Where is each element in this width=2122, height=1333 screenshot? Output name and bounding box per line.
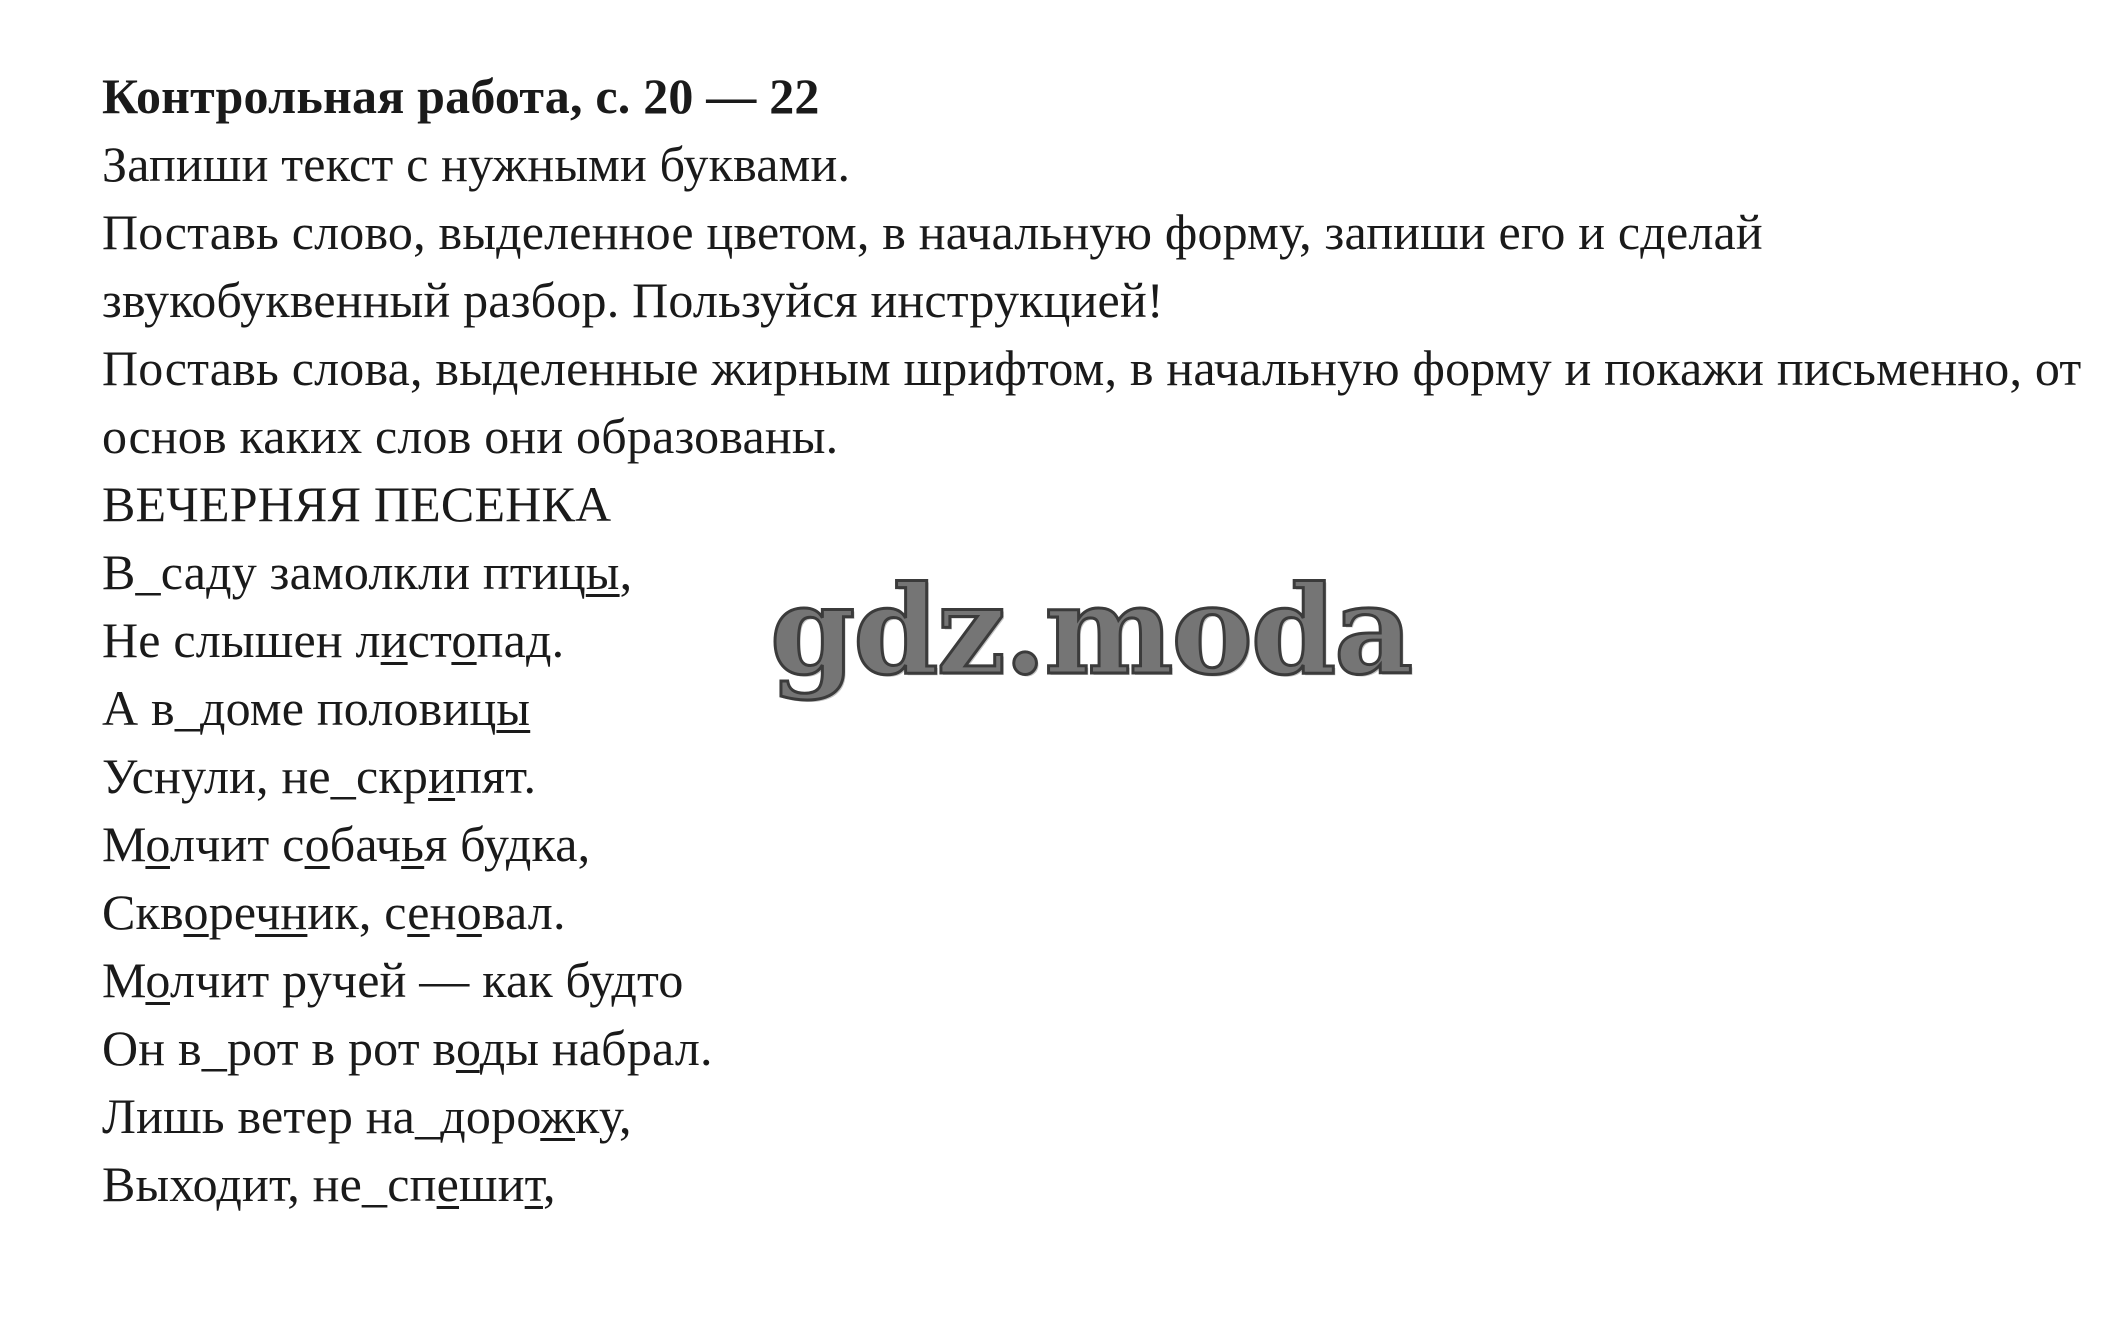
underlined-letter: д <box>525 612 552 668</box>
poem-text: лчит с <box>169 816 305 872</box>
underlined-letter: ж <box>540 1088 576 1144</box>
poem-line <box>102 878 2092 946</box>
underlined-letter: о <box>304 816 330 872</box>
underlined-letter: и <box>380 612 408 668</box>
underlined-letter: д <box>505 816 532 872</box>
poem-line <box>102 742 2092 810</box>
poem-title: ВЕЧЕРНЯЯ ПЕСЕНКА <box>102 476 612 532</box>
poem-text: бач <box>329 816 402 872</box>
poem-text: Выходит, не_сп <box>102 1156 437 1212</box>
poem-text: па <box>476 612 526 668</box>
underlined-letter: о <box>145 816 170 872</box>
underlined-letter: чн <box>255 884 308 940</box>
poem-text: , <box>542 1156 556 1212</box>
poem-text: пят. <box>455 748 537 804</box>
poem-text: ку, <box>575 1088 632 1144</box>
watermark: gdz.moda <box>770 558 1412 702</box>
poem-text: я бу <box>424 816 506 872</box>
poem-line <box>102 1082 2092 1150</box>
poem-text: ши <box>459 1156 525 1212</box>
poem-text: ре <box>208 884 256 940</box>
poem-line <box>102 810 2092 878</box>
poem-line <box>102 946 2092 1014</box>
underlined-letter: т <box>524 1156 543 1212</box>
poem-line <box>102 1014 2092 1082</box>
poem-text: , <box>619 544 633 600</box>
underlined-letter: ы <box>585 544 620 600</box>
poem-text: Уснули, не_скр <box>102 748 429 804</box>
instruction-2: Поставь слово, выделенное цветом, в начальную форму, запиши его и сделай звукобуквенный разбор. Пользуйся инструкцией! <box>102 204 1763 328</box>
poem-text: Скв <box>102 884 184 940</box>
poem-text: ды набрал. <box>479 1020 713 1076</box>
poem-text: ка, <box>531 816 591 872</box>
underlined-letter: о <box>455 1020 480 1076</box>
poem-text: А в_доме половиц <box>102 680 497 736</box>
poem-text: Не слышен л <box>102 612 381 668</box>
poem-text: М <box>102 816 146 872</box>
instruction-1: Запиши текст с нужными буквами. <box>102 136 851 192</box>
poem-text: М <box>102 952 146 1008</box>
poem-text: н <box>429 884 457 940</box>
poem-text: . <box>551 612 565 668</box>
instruction-3: Поставь слова, выделенные жирным шрифтом, в начальную форму и покажи письменно, от основ каких слов они образованы. <box>102 340 2082 464</box>
underlined-letter: о <box>145 952 170 1008</box>
underlined-letter: о <box>183 884 209 940</box>
page-title: Контрольная работа, с. 20 — 22 <box>102 68 820 124</box>
underlined-letter: и <box>428 748 456 804</box>
poem-text: лчит ручей — как будто <box>169 952 684 1008</box>
poem-text: Он в_рот в рот в <box>102 1020 456 1076</box>
poem-text: вал. <box>481 884 566 940</box>
poem-text: ст <box>407 612 452 668</box>
underlined-letter: ы <box>496 680 531 736</box>
poem-text: ик, с <box>307 884 408 940</box>
underlined-letter: е <box>407 884 430 940</box>
underlined-letter: о <box>456 884 482 940</box>
underlined-letter: ь <box>401 816 425 872</box>
underlined-letter: е <box>436 1156 459 1212</box>
underlined-letter: о <box>451 612 477 668</box>
poem-text: Лишь ветер на_доро <box>102 1088 541 1144</box>
poem-line <box>102 1150 2092 1218</box>
poem-text: В_саду замолкли птиц <box>102 544 586 600</box>
